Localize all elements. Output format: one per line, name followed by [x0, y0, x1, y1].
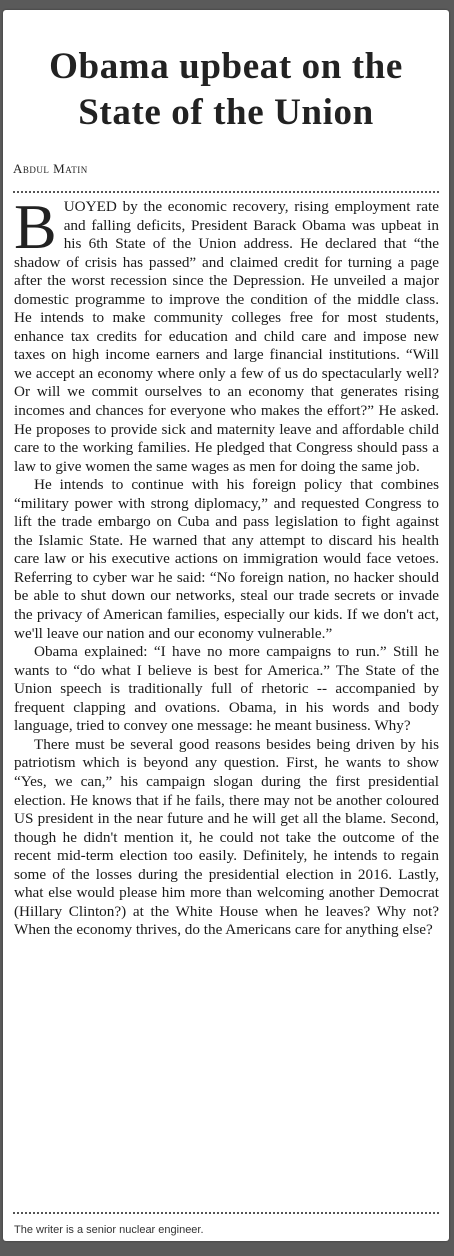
- top-dotted-divider: [13, 191, 439, 193]
- drop-cap: B: [14, 191, 57, 262]
- bottom-dotted-divider: [13, 1212, 439, 1214]
- headline: Obama upbeat on the State of the Union: [49, 46, 403, 133]
- byline: Abdul Matin: [13, 161, 88, 176]
- paragraph-2: He intends to continue with his foreign policy that combines “military power with strong diplomacy,” and requested Congress to lift the trade embargo on Cuba and pass legislation to fight against the Islamic State. He warned that any attempt to discard his health care law or his executive actions on immigration would face vetoes. Referring to cyber war he said: “No foreign nation, no hacker should be able to shut down our networks, steal our trade secrets or invade the privacy of American families, especially our kids. If we don't act, we'll leave our nation and our economy vulnerable.”: [14, 476, 439, 642]
- paragraph-4: There must be several good reasons besides being driven by his patriotism which is beyond any question. First, he wants to show “Yes, we can,” his campaign slogan during the first presidential election. He knows that if he fails, there may not be another coloured US president in the near future and he will get all the blame. Second, though he didn't mention it, he could not take the outcome of the recent mid-term election too easily. Definitely, he intends to regain some of the losses during the presidential election in 2016. Lastly, what else would please him more than welcoming another Democrat (Hillary Clinton?) at the White House when he leaves? Why not? When the economy thrives, do the Americans care for anything else?: [14, 735, 439, 939]
- paragraph-3: Obama explained: “I have no more campaigns to run.” Still he wants to “do what I believe is best for America.” The State of the Union speech is traditionally full of rhetoric -- accompanied by frequent clapping and ovations. Obama, in his words and body language, tried to convey one message: he meant business. Why?: [14, 643, 439, 735]
- paragraph-1: [14, 191, 439, 476]
- paragraph-1-text: UOYED by the economic recovery, rising employment rate and falling deficits, President Barack Obama was upbeat in his 6th State of the Union address. He declared that “the shadow of crisis has passed” and claimed credit for turning a page after the worst recession since the Depression. He unveiled a major domestic programme to improve the condition of the middle class. He intends to make community colleges free for most students, enhance tax credits for education and child care and impose new taxes on high income earners and large financial institutions. “Will we accept an economy where only a few of us do spectacularly well? Or will we commit ourselves to an economy that generates rising incomes and chances for everyone who makes the effort?” He asked. He proposes to provide sick and maternity leave and affordable child care to the working families. He pledged that Congress should pass a law to give women the same wages as men for doing the same job.: [14, 198, 439, 475]
- article-page: [3, 10, 449, 1241]
- author-note: The writer is a senior nuclear engineer.: [14, 1224, 204, 1236]
- article-body: [14, 191, 439, 940]
